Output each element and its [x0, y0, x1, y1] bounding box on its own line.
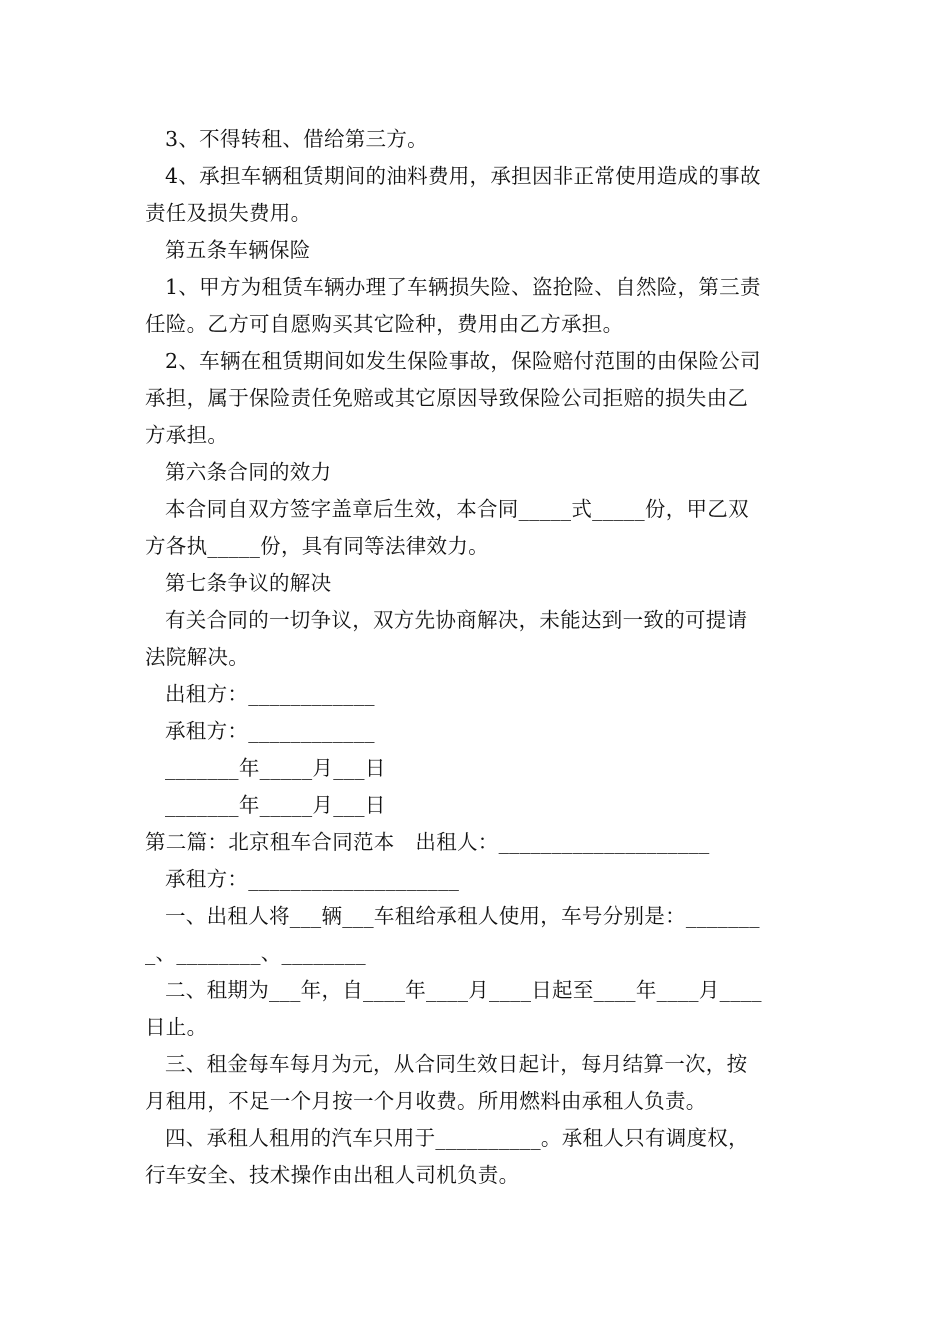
text-line: 第二篇：北京租车合同范本 出租人：____________________: [145, 830, 710, 854]
text-line: 出租方：____________: [165, 682, 375, 706]
text-line: 三、租金每车每月为元，从合同生效日起计，每月结算一次，按: [165, 1052, 748, 1076]
text-line: 二、租期为___年，自____年____月____日起至____年____月____: [165, 978, 762, 1002]
text-line: _______年_____月___日: [165, 756, 386, 780]
text-line: 责任及损失费用。: [145, 201, 312, 225]
text-line: 承租方：____________________: [165, 867, 460, 891]
text-line: 2、车辆在租赁期间如发生保险事故，保险赔付范围的由保险公司: [165, 349, 761, 373]
text-line: 3、不得转租、借给第三方。: [165, 127, 428, 151]
text-line: 第六条合同的效力: [165, 460, 332, 484]
document-body: [145, 121, 810, 1194]
text-line: 有关合同的一切争议，双方先协商解决，未能达到一致的可提请: [165, 608, 748, 632]
text-line: 日止。: [145, 1015, 208, 1039]
text-line: 承租方：____________: [165, 719, 375, 743]
text-line: 方承担。: [145, 423, 229, 447]
text-line: 承担，属于保险责任免赔或其它原因导致保险公司拒赔的损失由乙: [145, 386, 749, 410]
text-line: 一、出租人将___辆___车租给承租人使用，车号分别是：_______: [165, 904, 760, 928]
text-line: 本合同自双方签字盖章后生效，本合同_____式_____份，甲乙双: [165, 497, 749, 521]
text-line: 第五条车辆保险: [165, 238, 311, 262]
text-line: 行车安全、技术操作由出租人司机负责。: [145, 1163, 520, 1187]
text-line: _______年_____月___日: [165, 793, 386, 817]
text-line: 月租用，不足一个月按一个月收费。所用燃料由承租人负责。: [145, 1089, 707, 1113]
text-line: 方各执_____份，具有同等法律效力。: [145, 534, 489, 558]
text-line: 第七条争议的解决: [165, 571, 332, 595]
text-line: _、________、________: [145, 941, 366, 965]
text-line: 四、承租人租用的汽车只用于__________。承租人只有调度权，: [165, 1126, 749, 1150]
text-line: 法院解决。: [145, 645, 249, 669]
text-line: 任险。乙方可自愿购买其它险种，费用由乙方承担。: [145, 312, 624, 336]
text-line: 4、承担车辆租赁期间的油料费用，承担因非正常使用造成的事故: [165, 164, 761, 188]
text-line: 1、甲方为租赁车辆办理了车辆损失险、盗抢险、自然险，第三责: [165, 275, 761, 299]
